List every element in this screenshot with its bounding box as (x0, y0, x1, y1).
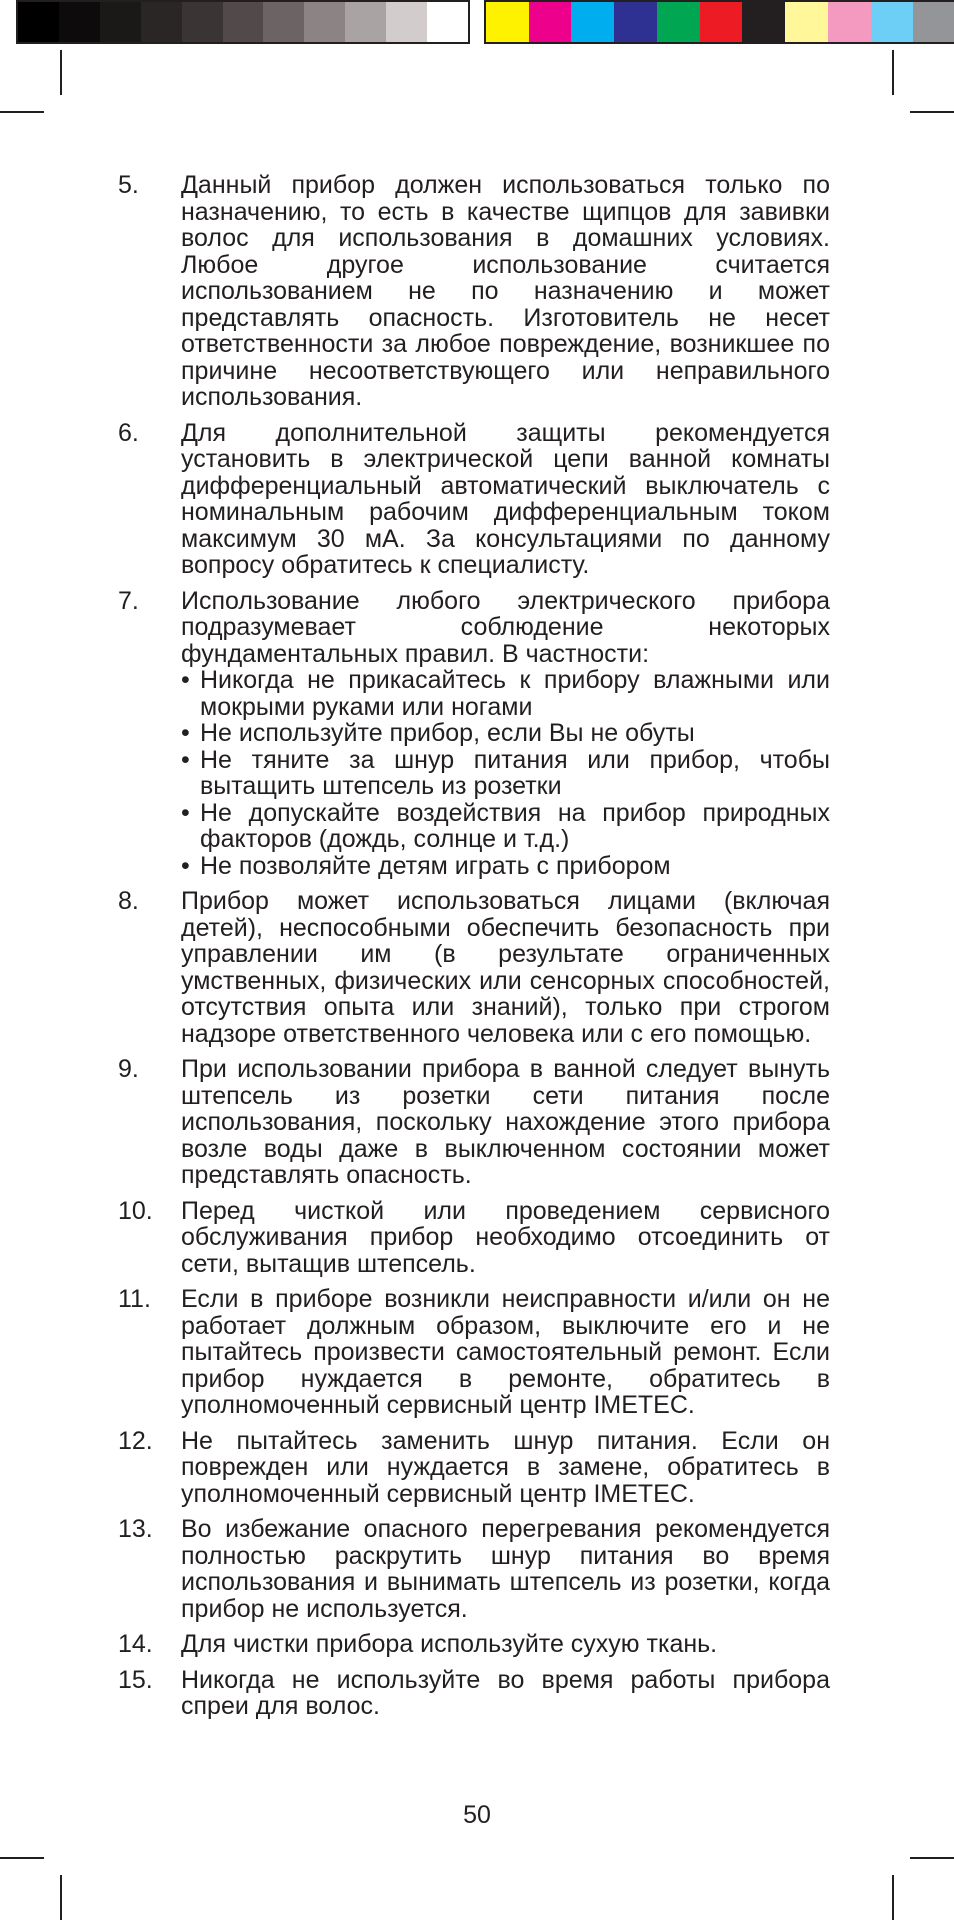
item-text: Для дополнительной защиты рекомендуется установить в электрической цепи ванной комнаты дифференциальный автоматический выключатель с номинальным рабочим дифференциальным током максимум 30 мА. За консультациями по данному вопросу обратитесь к специалисту. (181, 418, 830, 579)
color-swatch (427, 2, 468, 42)
list-item (118, 1056, 830, 1189)
color-swatch (263, 2, 304, 42)
item-body (181, 1631, 830, 1658)
color-calibration-bar (16, 0, 938, 44)
bullet-icon: • (181, 798, 190, 827)
color-swatch (828, 2, 871, 42)
bullet-text: Никогда не прикасайтесь к прибору влажными или мокрыми руками или ногами (200, 666, 830, 721)
item-body (181, 1428, 830, 1508)
color-swatch (700, 2, 743, 42)
item-number: 12. (118, 1426, 153, 1455)
item-text: Прибор может использоваться лицами (включая детей), неспособными обеспечить безопасность при управлении им (в результате ограниченных умственных, физических или сенсорных способностей, отсутствия опыта или знаний), только при строгом надзоре ответственного человека или с его помощью. (181, 887, 830, 1048)
color-swatch (386, 2, 427, 42)
bullet-item (181, 720, 830, 747)
list-item (118, 420, 830, 579)
list-item (118, 1667, 830, 1720)
bullet-icon: • (181, 745, 190, 774)
item-text: Перед чисткой или проведением сервисного обслуживания прибор необходимо отсоединить от сети, вытащив штепсель. (181, 1196, 830, 1278)
grayscale-strip (16, 0, 470, 44)
item-number: 11. (118, 1285, 151, 1313)
color-swatch (141, 2, 182, 42)
crop-mark-bottom-left-horizontal (0, 1857, 44, 1859)
crop-mark-bottom-right-horizontal (910, 1857, 954, 1859)
color-swatch (571, 2, 614, 42)
crop-mark-top-right-vertical (892, 50, 894, 95)
bullet-icon: • (181, 719, 190, 747)
item-number: 15. (118, 1665, 153, 1694)
bullet-item (181, 800, 830, 853)
crop-mark-top-left-vertical (60, 50, 62, 95)
item-body (181, 588, 830, 880)
safety-instructions-list (118, 172, 830, 1729)
list-item (118, 1286, 830, 1419)
item-text: Во избежание опасного перегревания рекомендуется полностью раскрутить шнур питания во время использования и вынимать штепсель из розетки, когда прибор не используется. (181, 1515, 830, 1623)
item-text: Для чистки прибора используйте сухую ткань. (181, 1630, 718, 1658)
item-body (181, 172, 830, 411)
item-number: 6. (118, 418, 139, 447)
item-body (181, 888, 830, 1047)
bullet-item (181, 667, 830, 720)
color-swatch (657, 2, 700, 42)
item-body (181, 1198, 830, 1278)
bullet-text: Не позволяйте детям играть с прибором (200, 851, 671, 880)
bullet-icon: • (181, 666, 190, 694)
list-item (118, 1631, 830, 1658)
page-number: 50 (463, 1801, 491, 1829)
item-number: 13. (118, 1515, 153, 1543)
color-swatch (100, 2, 141, 42)
bullet-list (181, 667, 830, 879)
item-number: 9. (118, 1055, 139, 1083)
color-swatch (345, 2, 386, 42)
process-color-strip (484, 0, 954, 44)
bullet-item (181, 853, 830, 880)
bullet-text: Не тяните за шнур питания или прибор, чтобы вытащить штепсель из розетки (200, 745, 830, 800)
list-item (118, 588, 830, 880)
item-text: Если в приборе возникли неисправности и/или он не работает должным образом, выключите его и не пытайтесь произвести самостоятельный ремонт. Если прибор нуждается в ремонте, обратитесь в уполномоченный сервисный центр IMETEC. (181, 1285, 830, 1419)
list-item (118, 1428, 830, 1508)
item-text: Использование любого электрического прибора подразумевает соблюдение некоторых фундаментальных правил. В частности: (181, 586, 830, 668)
color-swatch (304, 2, 345, 42)
item-body (181, 1667, 830, 1720)
bullet-text: Не используйте прибор, если Вы не обуты (200, 719, 695, 747)
crop-mark-bottom-right-vertical (892, 1875, 894, 1920)
color-swatch (871, 2, 914, 42)
item-number: 8. (118, 887, 139, 915)
color-swatch (223, 2, 264, 42)
color-swatch (614, 2, 657, 42)
crop-mark-top-right-horizontal (910, 111, 954, 113)
color-swatch (59, 2, 100, 42)
item-text: При использовании прибора в ванной следует вынуть штепсель из розетки сети питания после использования, поскольку нахождение этого прибора возле воды даже в выключенном состоянии может представлять опасность. (181, 1055, 830, 1189)
item-body (181, 420, 830, 579)
color-swatch (18, 2, 59, 42)
item-number: 10. (118, 1196, 153, 1225)
crop-mark-top-left-horizontal (0, 111, 44, 113)
color-swatch (742, 2, 785, 42)
item-number: 7. (118, 586, 139, 615)
list-item (118, 1516, 830, 1622)
item-text: Данный прибор должен использоваться только по назначению, то есть в качестве щипцов для завивки волос для использования в домашних условиях. Любое другое использование считается использованием не по назначению и может представлять опасность. Изготовитель не несет ответственности за любое повреждение, возникшее по причине несоответствующего или неправильного использования. (181, 171, 830, 411)
item-number: 5. (118, 171, 139, 199)
item-text: Никогда не используйте во время работы прибора спреи для волос. (181, 1665, 830, 1720)
color-swatch (913, 2, 954, 42)
bullet-icon: • (181, 851, 190, 880)
item-text: Не пытайтесь заменить шнур питания. Если он поврежден или нуждается в замене, обратитесь в уполномоченный сервисный центр IMETEC. (181, 1426, 830, 1508)
list-item (118, 172, 830, 411)
color-swatch (486, 2, 529, 42)
item-number: 14. (118, 1630, 153, 1658)
list-item (118, 1198, 830, 1278)
color-swatch (785, 2, 828, 42)
bullet-text: Не допускайте воздействия на прибор природных факторов (дождь, солнце и т.д.) (200, 798, 830, 853)
item-body (181, 1516, 830, 1622)
item-body (181, 1286, 830, 1419)
list-item (118, 888, 830, 1047)
color-swatch (529, 2, 572, 42)
item-body (181, 1056, 830, 1189)
color-swatch (182, 2, 223, 42)
crop-mark-bottom-left-vertical (60, 1875, 62, 1920)
bullet-item (181, 747, 830, 800)
